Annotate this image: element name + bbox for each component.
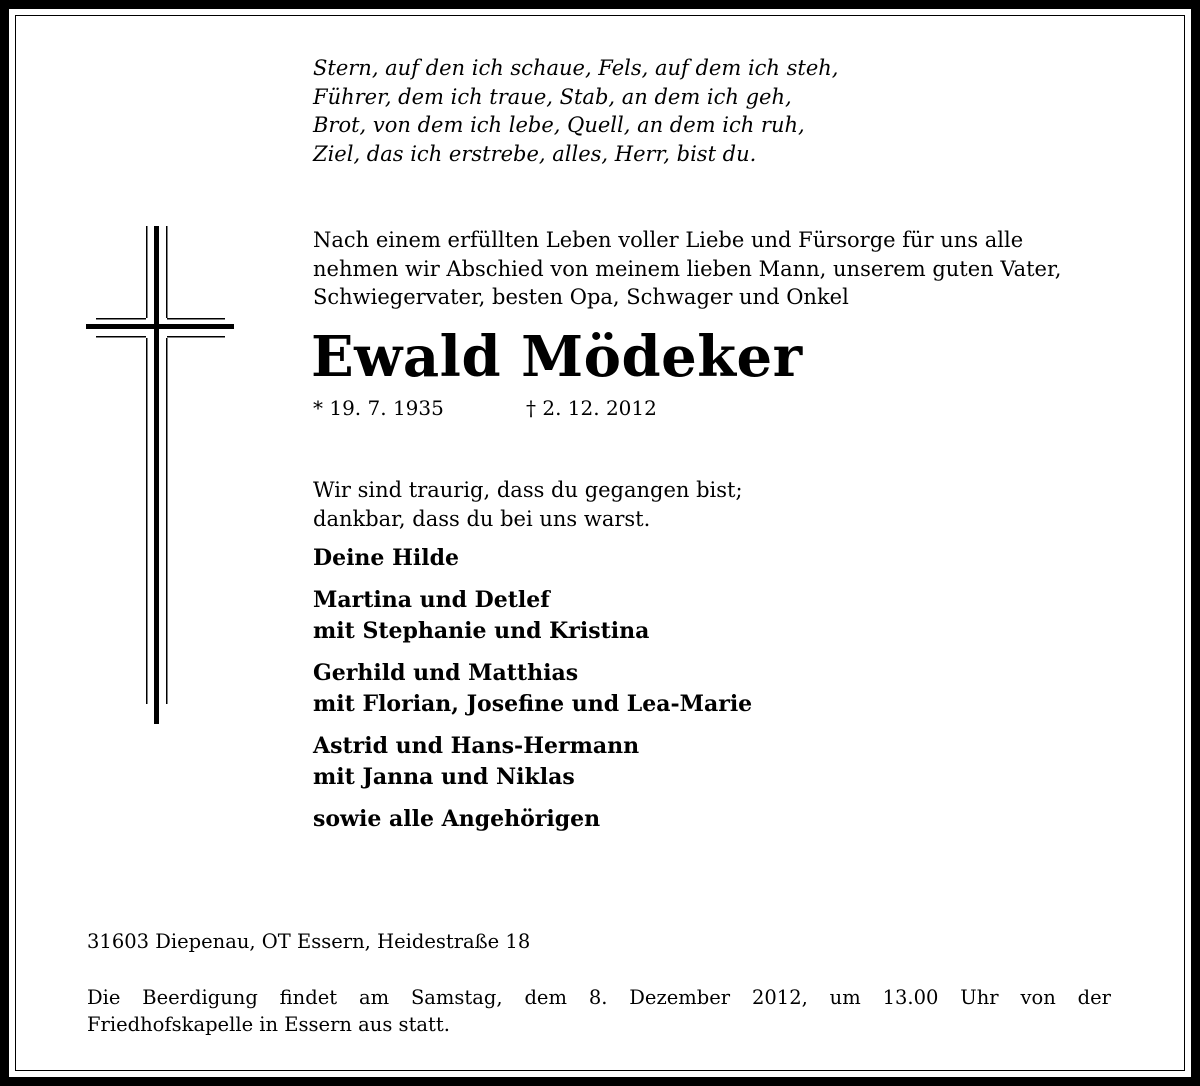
farewell-text bbox=[313, 476, 743, 533]
mourner-line: mit Janna und Niklas bbox=[313, 764, 575, 790]
poem-line: Brot, von dem ich lebe, Quell, an dem ich ruh, bbox=[313, 113, 805, 137]
death-date: † 2. 12. 2012 bbox=[526, 396, 657, 420]
mourner-line: Martina und Detlef bbox=[313, 587, 550, 613]
mourner-group bbox=[313, 543, 752, 574]
mourner-line: Astrid und Hans-Hermann bbox=[313, 733, 640, 759]
farewell-line: Wir sind traurig, dass du gegangen bist; bbox=[313, 478, 743, 502]
mourner-line: Deine Hilde bbox=[313, 545, 459, 571]
deceased-name: Ewald Mödeker bbox=[311, 324, 803, 390]
birth-date: * 19. 7. 1935 bbox=[313, 396, 444, 420]
mourner-group bbox=[313, 658, 752, 720]
poem-line: Führer, dem ich traue, Stab, an dem ich geh, bbox=[313, 84, 792, 109]
mourner-group bbox=[313, 585, 752, 647]
poem-verse bbox=[313, 54, 838, 168]
mourner-line: mit Florian, Josefine und Lea-Marie bbox=[313, 691, 753, 717]
family-address: 31603 Diepenau, OT Essern, Heidestraße 18 bbox=[87, 930, 531, 953]
funeral-line: Friedhofskapelle in Essern aus statt. bbox=[87, 1013, 450, 1036]
mourner-line: sowie alle Angehörigen bbox=[313, 806, 601, 832]
mourner-group bbox=[313, 804, 752, 835]
mourners-list bbox=[313, 543, 752, 846]
mourner-line: Gerhild und Matthias bbox=[313, 660, 579, 686]
intro-line: Nach einem erfüllten Leben voller Liebe und Fürsorge für uns alle bbox=[313, 228, 1024, 252]
farewell-line: dankbar, dass du bei uns warst. bbox=[313, 506, 651, 531]
funeral-line: Die Beerdigung findet am Samstag, dem 8. Dezember 2012, um 13.00 Uhr von der bbox=[87, 986, 1111, 1009]
intro-line: Schwiegervater, besten Opa, Schwager und Onkel bbox=[313, 285, 849, 309]
intro-text bbox=[313, 226, 1061, 312]
cross-icon bbox=[86, 226, 236, 726]
mourner-group bbox=[313, 731, 752, 793]
mourner-line: mit Stephanie und Kristina bbox=[313, 618, 650, 644]
funeral-notice bbox=[87, 984, 1111, 1038]
intro-line: nehmen wir Abschied von meinem lieben Mann, unserem guten Vater, bbox=[313, 256, 1062, 281]
poem-line: Ziel, das ich erstrebe, alles, Herr, bist du. bbox=[313, 141, 757, 166]
poem-line: Stern, auf den ich schaue, Fels, auf dem ich steh, bbox=[313, 56, 839, 80]
